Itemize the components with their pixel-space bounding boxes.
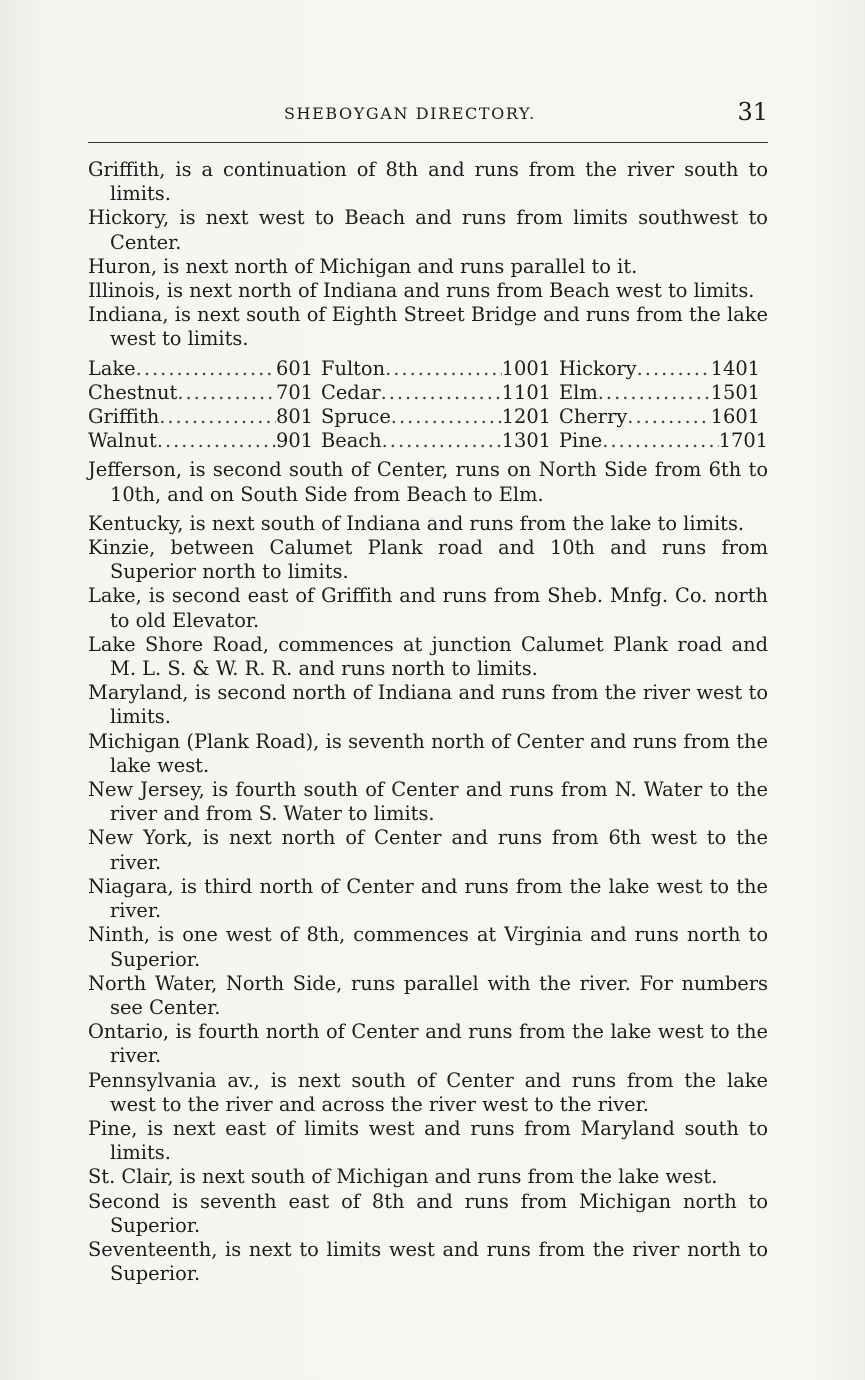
street-entry: North Water, North Side, runs parallel with the river. For numbers see Center. [88, 971, 768, 1019]
house-number: 1501 [710, 380, 760, 404]
street-entry: Ontario, is fourth north of Center and runs from the lake west to the river. [88, 1020, 768, 1068]
running-title: SHEBOYGAN DIRECTORY. [284, 104, 536, 123]
street-entry: New Jersey, is fourth south of Center and runs from N. Water to the river and from S. Water to limits. [88, 778, 768, 826]
leader-dots [159, 405, 276, 429]
street-entry: Niagara, is third north of Center and runs from the lake west to the river. [88, 874, 768, 923]
cross-street-name: Walnut [88, 429, 157, 453]
leader-dots [391, 405, 502, 429]
number-cell [88, 405, 321, 429]
street-entry: Indiana, is next south of Eighth Street Bridge and runs from the lake west to limits. [88, 303, 768, 351]
street-entry: Kinzie, between Calumet Plank road and 10th and runs from Superior north to limits. [88, 536, 768, 584]
leader-dots [177, 381, 276, 405]
leader-dots [602, 429, 718, 453]
house-number-table [88, 357, 768, 454]
cross-street-name: Spruce [321, 405, 391, 429]
cross-street-name: Lake [88, 356, 136, 380]
number-cell [88, 357, 321, 381]
cross-street-name: Beach [321, 429, 382, 453]
house-number: 901 [275, 429, 313, 453]
house-number: 1101 [501, 380, 551, 404]
house-number: 801 [275, 405, 313, 429]
cross-street-name: Cherry [559, 405, 628, 429]
leader-dots [385, 357, 502, 381]
cross-street-name: Cedar [321, 380, 381, 404]
street-entry: Jefferson, is second south of Center, runs on North Side from 6th to 10th, and on South Side from Beach to Elm. [88, 458, 768, 506]
cross-street-name: Chestnut [88, 380, 178, 404]
house-number: 1601 [710, 405, 760, 429]
house-number: 1201 [501, 405, 551, 429]
house-number: 701 [275, 380, 313, 404]
leader-dots [637, 357, 711, 381]
house-number: 1301 [501, 429, 551, 453]
street-list [88, 158, 768, 1286]
cross-street-name: Pine [559, 429, 603, 453]
number-cell [559, 405, 768, 429]
leader-dots [157, 429, 276, 453]
street-entry: Lake, is second east of Griffith and runs from Sheb. Mnfg. Co. north to old Elevator. [88, 584, 768, 632]
number-cell [321, 381, 559, 405]
cross-street-name: Fulton [321, 356, 386, 380]
street-entry: Second is seventh east of 8th and runs from Michigan north to Superior. [88, 1189, 768, 1237]
house-number: 1001 [501, 356, 551, 380]
street-entry: Michigan (Plank Road), is seventh north of Center and runs from the lake west. [88, 729, 768, 777]
street-entry: Huron, is next north of Michigan and runs parallel to it. [88, 254, 638, 278]
header-rule [88, 142, 768, 143]
street-entry: Lake Shore Road, commences at junction Calumet Plank road and M. L. S. & W. R. R. and runs north to limits. [88, 632, 768, 681]
house-number: 1701 [718, 429, 768, 453]
number-cell [559, 429, 768, 453]
number-cell [321, 357, 559, 381]
street-entry: New York, is next north of Center and runs from 6th west to the river. [88, 826, 768, 874]
cross-street-name: Hickory [559, 356, 637, 380]
street-entry: St. Clair, is next south of Michigan and runs from the lake west. [88, 1165, 718, 1189]
number-cell [321, 405, 559, 429]
number-cell [321, 429, 559, 453]
house-number: 601 [275, 356, 313, 380]
street-entry: Maryland, is second north of Indiana and runs from the river west to limits. [88, 681, 768, 729]
street-entry: Pennsylvania av., is next south of Center and runs from the lake west to the river and across the river west to the river. [88, 1068, 768, 1116]
leader-dots [381, 381, 502, 405]
street-entry: Kentucky, is next south of Indiana and runs from the lake to limits. [88, 511, 745, 535]
page-number: 31 [737, 98, 768, 126]
number-cell [559, 357, 768, 381]
street-entry: Illinois, is next north of Indiana and runs from Beach west to limits. [88, 279, 755, 303]
number-cell [88, 429, 321, 453]
street-entry: Ninth, is one west of 8th, commences at Virginia and runs north to Superior. [88, 923, 768, 971]
street-entry: Griffith, is a continuation of 8th and runs from the river south to limits. [88, 158, 768, 206]
street-entry: Hickory, is next west to Beach and runs from limits southwest to Center. [88, 206, 768, 254]
number-cell [559, 381, 768, 405]
cross-street-name: Elm [559, 380, 598, 404]
leader-dots [598, 381, 711, 405]
number-cell [88, 381, 321, 405]
cross-street-name: Griffith [88, 405, 160, 429]
leader-dots [136, 357, 276, 381]
street-entry: Pine, is next east of limits west and runs from Maryland south to limits. [88, 1116, 768, 1165]
street-entry: Seventeenth, is next to limits west and runs from the river north to Superior. [88, 1237, 768, 1286]
leader-dots [627, 405, 710, 429]
house-number: 1401 [710, 356, 760, 380]
leader-dots [382, 429, 502, 453]
page-header [88, 98, 768, 128]
